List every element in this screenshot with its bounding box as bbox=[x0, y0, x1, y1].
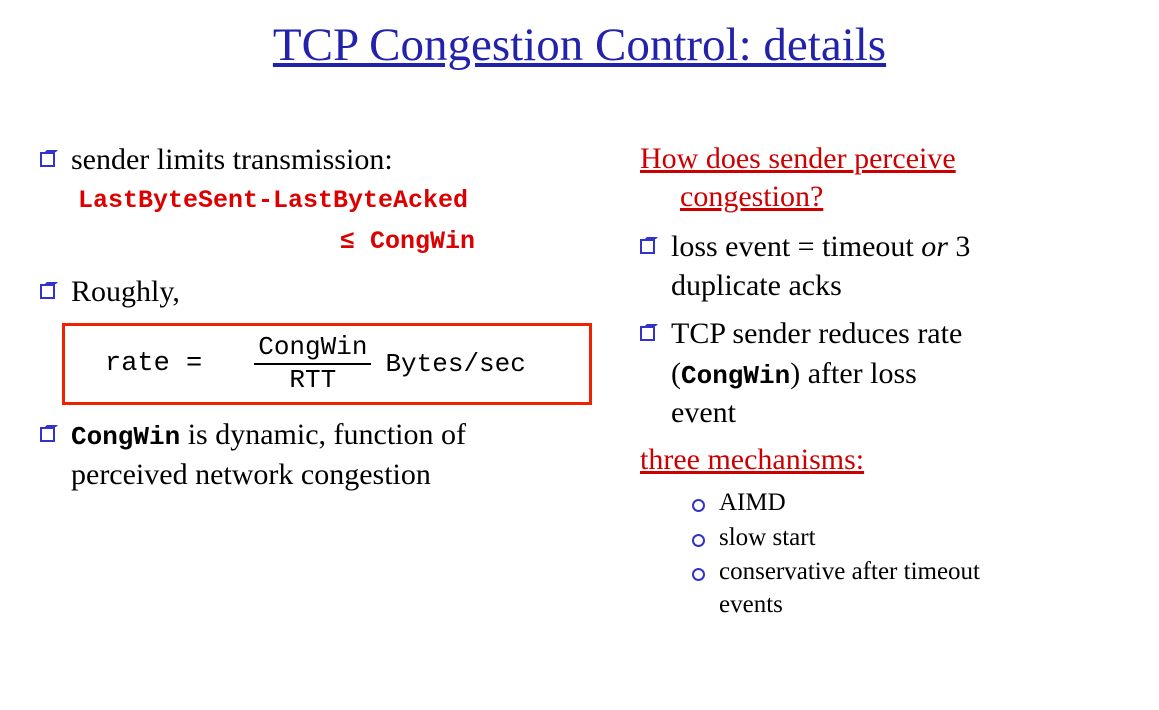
circle-bullet-icon bbox=[692, 499, 705, 512]
rate-formula-box bbox=[62, 323, 592, 405]
rate-units: Bytes/sec bbox=[385, 349, 526, 380]
sender-limits-text: sender limits transmission: bbox=[71, 143, 393, 176]
heading-line-2: congestion? bbox=[680, 180, 824, 214]
left-column bbox=[40, 140, 635, 496]
list-item bbox=[692, 487, 1140, 520]
square-bullet-icon bbox=[40, 427, 55, 442]
loss-event-part2: 3 bbox=[947, 229, 971, 263]
rate-fraction bbox=[254, 333, 371, 395]
mechanism-conservative-line1: conservative after timeout bbox=[719, 558, 980, 586]
mechanism-conservative-line2: events bbox=[719, 590, 783, 618]
congwin-code: CongWin bbox=[681, 360, 791, 391]
fraction-numerator: CongWin bbox=[254, 333, 371, 365]
square-bullet-icon bbox=[40, 152, 55, 167]
fraction-denominator: RTT bbox=[289, 365, 337, 396]
right-bullet-list bbox=[640, 227, 1140, 433]
right-column bbox=[640, 140, 1140, 623]
list-item bbox=[40, 140, 635, 180]
list-item bbox=[640, 227, 1140, 306]
loss-event-part1: loss event = timeout bbox=[671, 229, 922, 263]
tcp-reduces-line1: TCP sender reduces rate bbox=[671, 316, 963, 350]
roughly-text: Roughly, bbox=[71, 274, 180, 308]
loss-event-emphasis: or bbox=[921, 229, 948, 263]
tcp-reduces-close: ) after loss bbox=[790, 356, 917, 390]
list-item bbox=[692, 522, 1140, 555]
list-item bbox=[40, 272, 635, 312]
mechanism-aimd: AIMD bbox=[719, 489, 786, 517]
mechanisms-sub-list bbox=[692, 487, 1140, 621]
congwin-dynamic-rest: is dynamic, function of bbox=[180, 418, 466, 452]
congwin-dynamic-line2: perceived network congestion bbox=[71, 457, 431, 491]
square-bullet-icon bbox=[640, 326, 655, 341]
heading-line-1: How does sender perceive bbox=[640, 142, 956, 175]
square-bullet-icon bbox=[40, 284, 55, 299]
tcp-reduces-rate-text bbox=[671, 314, 962, 433]
how-sender-perceives-heading bbox=[640, 140, 1140, 217]
congwin-code: CongWin bbox=[71, 422, 181, 453]
loss-event-text bbox=[671, 227, 970, 306]
equation-line-2: ≤ CongWin bbox=[340, 226, 476, 256]
list-item bbox=[640, 314, 1140, 433]
three-mechanisms-heading: three mechanisms: bbox=[640, 442, 865, 476]
circle-bullet-icon bbox=[692, 568, 705, 581]
list-item bbox=[692, 556, 1140, 621]
equation-line-1: LastByteSent-LastByteAcked bbox=[78, 185, 469, 215]
mechanism-slow-start: slow start bbox=[719, 523, 816, 551]
rate-label: rate = bbox=[105, 349, 203, 380]
square-bullet-icon bbox=[640, 239, 655, 254]
tcp-reduces-line3: event bbox=[671, 396, 736, 430]
mechanism-conservative bbox=[719, 556, 980, 621]
tcp-reduces-open-paren: ( bbox=[671, 356, 681, 390]
circle-bullet-icon bbox=[692, 534, 705, 547]
page-title: TCP Congestion Control: details bbox=[272, 19, 887, 71]
congwin-dynamic-text bbox=[71, 415, 466, 494]
list-item bbox=[40, 415, 635, 494]
loss-event-line2: duplicate acks bbox=[671, 269, 842, 303]
